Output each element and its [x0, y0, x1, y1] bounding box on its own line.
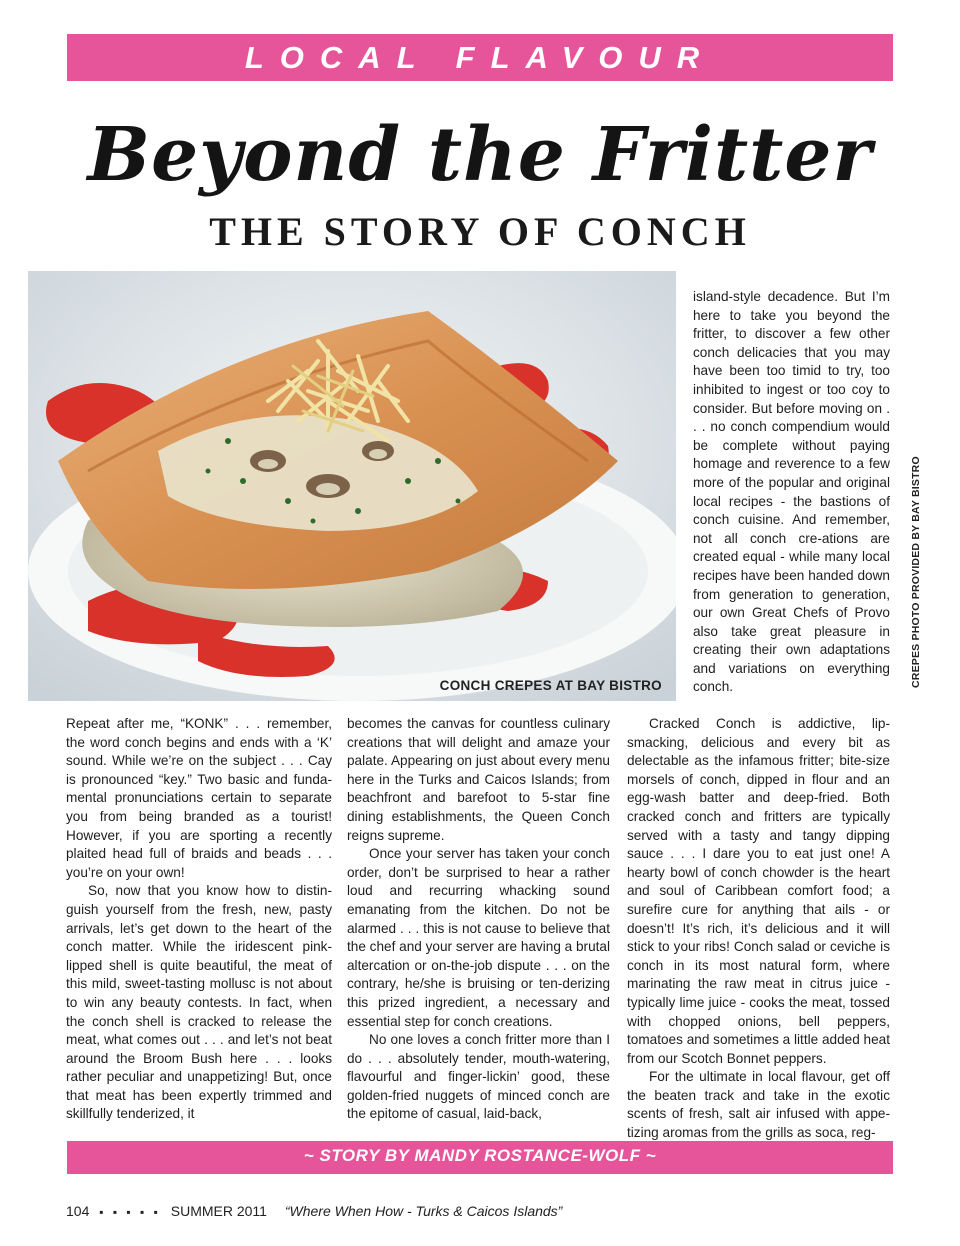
paragraph: becomes the canvas for countless culinary creations that will delight and amaze your palate. Appearing on just about every menu here in the Turks and Caicos Islands; from beachfront and barefoot to 5-star fine dining establishments, the Queen Conch reigns supreme.	[347, 716, 610, 843]
paragraph: No one loves a conch fritter more than I do . . . absolutely tender, mouth-watering, flavourful and finger-lickin’ good, these golden-fried nuggets of minced conch are the epitome of casual, laid-back,	[347, 1032, 610, 1122]
article-column-right-top	[693, 288, 890, 697]
headline: Beyond the Fritter	[87, 112, 873, 198]
paragraph: Once your server has taken your conch order, don’t be surprised to hear a rather loud and recurring whacking sound emanating from the kitchen. Do not be alarmed . . . this is not cause to believe that the chef and your server are having a brutal altercation or on-the-job dispute . . . on the contrary, he/she is bruising or ten-derizing this prized ingredient, a necessary and essential step for conch creations.	[347, 846, 610, 1029]
page-footer	[66, 1203, 568, 1219]
byline: ~ STORY BY MANDY ROSTANCE-WOLF ~	[303, 1146, 657, 1165]
paragraph: So, now that you know how to distin-guish yourself from the fresh, new, pasty arrivals, let’s get down to the heart of the conch matter. While the iridescent pink-lipped shell is quite beautiful, the meat of this mild, sweet-tasting mollusc is not about to win any beauty contests. In fact, when the conch shell is cracked to release the meat, what comes out . . . and let’s not beat around the Broom Bush here . . . looks rather peculiar and unappetizing! But, once that meat has been expertly trimmed and skillfully tenderized, it	[66, 883, 332, 1122]
paragraph: Cracked Conch is addictive, lip-smacking, delicious and every bit as delectable as the infamous fritter; bite-size morsels of conch, dipped in flour and an egg-wash batter and deep-fried. Both cracked conch and fritters are typically served with a tasty and tangy dipping sauce . . . I dare you to eat just one! A hearty bowl of conch chowder is the heart and soul of Caribbean comfort food; a surefire cure for anything that ails - or doesn’t! It’s rich, it’s delicious and it will stick to your ribs! Conch salad or ceviche is conch in its most natural form, where marinating the raw meat in citrus juice - typically lime juice - cooks the meat, tossed with chopped onions, bell peppers, tomatoes and sometimes a little added heat from our Scotch Bonnet peppers.	[627, 716, 890, 1066]
article-column-3	[627, 715, 890, 1143]
paragraph: For the ultimate in local flavour, get off the beaten track and take in the exotic scents of fresh, salt air infused with appe-tizing aromas from the grills as soca, reg-	[627, 1069, 890, 1141]
article-column-1	[66, 715, 332, 1124]
crepes-illustration	[28, 271, 676, 701]
paragraph: island-style decadence. But I’m here to take you beyond the fritter, to discover a few other conch delicacies that you may have been too timid to try, too inhibited to ingest or too coy to consider. But before moving on . . . no conch compendium would be complete without paying homage and reverence to a few more of the popular and original local recipes - the bastions of conch cuisine. And remember, not all conch cre-ations are created equal - while many local recipes have been handed down from generation to generation, our own Great Chefs of Provo also take great pleasure in creating their own adaptations and variations on everything conch.	[693, 289, 890, 695]
publication-name: “Where When How - Turks & Caicos Islands”	[284, 1203, 563, 1219]
section-label: LOCAL FLAVOUR	[244, 40, 716, 75]
paragraph: Repeat after me, “KONK” . . . remember, the word conch begins and ends with a ‘K’ sound. While we’re on the subject . . . Cay is pronounced “key.” Two basic and funda-mental pronunciations certain to separate you from being branded as a tourist! However, if you are sporting a recently plaited head full of braids and beads . . . you’re on your own!	[66, 716, 332, 880]
issue-label: SUMMER 2011	[170, 1203, 267, 1219]
footer-dots: ▪ ▪ ▪ ▪ ▪	[99, 1205, 161, 1219]
byline-band	[67, 1141, 893, 1174]
page-number: 104	[66, 1203, 90, 1219]
photo-credit: CREPES PHOTO PROVIDED BY BAY BISTRO	[910, 456, 922, 688]
article-column-2	[347, 715, 610, 1124]
section-band	[67, 34, 893, 81]
subheadline: THE STORY OF CONCH	[209, 209, 751, 254]
crepes-photo	[28, 271, 676, 701]
photo-caption: CONCH CREPES AT BAY BISTRO	[439, 678, 662, 693]
